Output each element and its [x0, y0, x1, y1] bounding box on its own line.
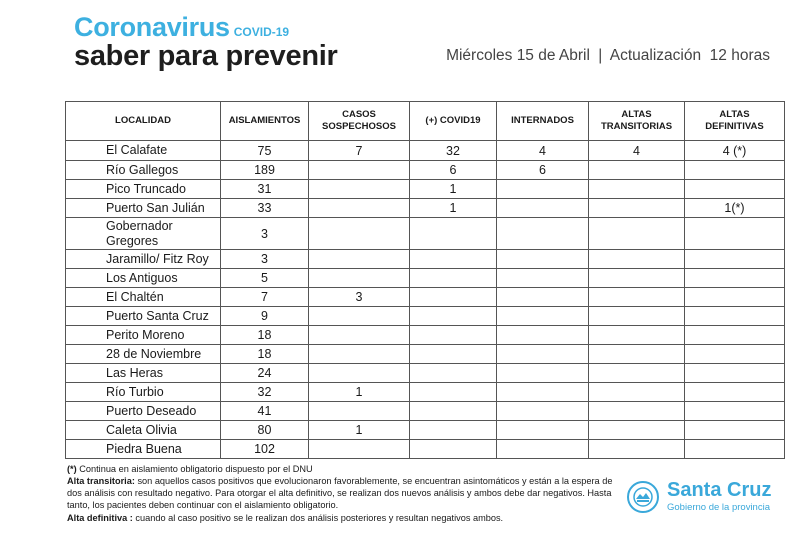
column-header: ALTAS DEFINITIVAS	[685, 102, 785, 141]
note-definitiva-text: cuando al caso positivo se le realizan dos análisis posteriores y resultan negativos ambos.	[132, 512, 504, 523]
value-cell	[589, 161, 685, 180]
note-asterisk	[67, 463, 627, 475]
locality-cell: Jaramillo/ Fitz Roy	[66, 250, 221, 269]
value-cell	[589, 250, 685, 269]
logo-text	[667, 480, 771, 513]
note-asterisk-label: (*)	[67, 464, 77, 474]
value-cell	[685, 326, 785, 345]
value-cell	[497, 218, 589, 250]
value-cell	[497, 440, 589, 459]
value-cell	[410, 345, 497, 364]
value-cell	[410, 250, 497, 269]
value-cell	[589, 345, 685, 364]
report-date: Miércoles 15 de Abril	[446, 47, 590, 64]
locality-cell: Río Turbio	[66, 383, 221, 402]
note-transitoria-text: son aquellos casos positivos que evolucionaron favorablemente, se encuentran asintomáticos y están a la espera de dos análisis con resultado negativo. Para otorgar el alta definitivo, se realizan dos nuevos análisis y ambos debe dar negativos. Hasta tanto, los pacientes deben continuar con el aislamiento obligatorio.	[67, 476, 613, 511]
value-cell: 3	[221, 218, 309, 250]
value-cell	[589, 440, 685, 459]
value-cell	[497, 199, 589, 218]
value-cell: 31	[221, 180, 309, 199]
table-row	[66, 326, 785, 345]
locality-cell: Gobernador Gregores	[66, 218, 221, 250]
locality-cell: Perito Moreno	[66, 326, 221, 345]
date-separator: |	[598, 47, 603, 64]
value-cell: 1(*)	[685, 199, 785, 218]
value-cell: 24	[221, 364, 309, 383]
value-cell	[410, 326, 497, 345]
value-cell	[497, 269, 589, 288]
note-asterisk-text: Continua en aislamiento obligatorio dispuesto por el DNU	[76, 464, 313, 474]
value-cell	[589, 421, 685, 440]
value-cell	[309, 161, 410, 180]
date-line	[446, 47, 770, 65]
value-cell: 189	[221, 161, 309, 180]
value-cell	[685, 364, 785, 383]
locality-cell: Pico Truncado	[66, 180, 221, 199]
value-cell: 3	[309, 288, 410, 307]
locality-cell: Caleta Olivia	[66, 421, 221, 440]
value-cell: 6	[497, 161, 589, 180]
brand-subtitle: COVID-19	[233, 25, 290, 39]
value-cell: 1	[309, 421, 410, 440]
value-cell	[497, 180, 589, 199]
value-cell: 18	[221, 326, 309, 345]
table-row	[66, 250, 785, 269]
table-row	[66, 402, 785, 421]
value-cell	[410, 307, 497, 326]
value-cell	[685, 402, 785, 421]
value-cell: 7	[309, 141, 410, 161]
value-cell: 4	[589, 141, 685, 161]
value-cell	[497, 250, 589, 269]
table-header	[66, 102, 785, 141]
value-cell	[410, 218, 497, 250]
column-header: AISLAMIENTOS	[221, 102, 309, 141]
value-cell	[685, 421, 785, 440]
value-cell	[685, 161, 785, 180]
value-cell	[497, 364, 589, 383]
value-cell	[309, 180, 410, 199]
table-body	[66, 141, 785, 459]
value-cell	[410, 364, 497, 383]
value-cell: 75	[221, 141, 309, 161]
value-cell	[309, 250, 410, 269]
table-row	[66, 307, 785, 326]
value-cell: 7	[221, 288, 309, 307]
value-cell: 1	[410, 180, 497, 199]
value-cell	[685, 218, 785, 250]
header-row	[66, 102, 785, 141]
value-cell	[309, 345, 410, 364]
value-cell: 102	[221, 440, 309, 459]
value-cell	[685, 345, 785, 364]
locality-cell: Río Gallegos	[66, 161, 221, 180]
column-header: CASOS SOSPECHOSOS	[309, 102, 410, 141]
value-cell: 18	[221, 345, 309, 364]
value-cell	[410, 440, 497, 459]
table-row	[66, 421, 785, 440]
value-cell	[685, 269, 785, 288]
value-cell	[497, 307, 589, 326]
locality-cell: Puerto Santa Cruz	[66, 307, 221, 326]
value-cell: 3	[221, 250, 309, 269]
value-cell: 4 (*)	[685, 141, 785, 161]
value-cell	[589, 383, 685, 402]
table-row	[66, 161, 785, 180]
brand-title: Coronavirus	[74, 12, 230, 42]
cases-table	[65, 101, 785, 459]
value-cell	[589, 402, 685, 421]
value-cell	[589, 288, 685, 307]
value-cell	[589, 326, 685, 345]
value-cell: 32	[221, 383, 309, 402]
logo-name: Santa Cruz	[667, 479, 772, 501]
locality-cell: El Calafate	[66, 141, 221, 161]
value-cell	[309, 199, 410, 218]
value-cell	[309, 269, 410, 288]
value-cell	[410, 269, 497, 288]
value-cell	[685, 180, 785, 199]
value-cell: 1	[410, 199, 497, 218]
footnotes	[67, 463, 627, 524]
logo-subtitle: Gobierno de la provincia	[667, 502, 770, 513]
locality-cell: Los Antiguos	[66, 269, 221, 288]
note-definitiva-label: Alta definitiva :	[67, 512, 133, 523]
value-cell	[309, 218, 410, 250]
column-header: (+) COVID19	[410, 102, 497, 141]
locality-cell: Piedra Buena	[66, 440, 221, 459]
value-cell	[309, 440, 410, 459]
table-row	[66, 141, 785, 161]
value-cell: 4	[497, 141, 589, 161]
table-row	[66, 288, 785, 307]
value-cell	[685, 383, 785, 402]
locality-cell: El Chaltén	[66, 288, 221, 307]
value-cell	[589, 364, 685, 383]
column-header: LOCALIDAD	[66, 102, 221, 141]
value-cell	[589, 180, 685, 199]
santa-cruz-logo	[627, 480, 771, 513]
value-cell: 9	[221, 307, 309, 326]
value-cell: 5	[221, 269, 309, 288]
value-cell	[589, 307, 685, 326]
locality-cell: Las Heras	[66, 364, 221, 383]
table-row	[66, 345, 785, 364]
table-row	[66, 440, 785, 459]
brand-line	[74, 14, 338, 41]
tagline: saber para prevenir	[74, 40, 338, 72]
table-row	[66, 364, 785, 383]
note-transitoria-label: Alta transitoria:	[67, 476, 135, 487]
value-cell	[497, 383, 589, 402]
locality-cell: Puerto San Julián	[66, 199, 221, 218]
value-cell: 41	[221, 402, 309, 421]
provincial-seal-icon	[627, 481, 659, 513]
value-cell	[497, 345, 589, 364]
note-transitoria	[67, 475, 627, 511]
value-cell: 33	[221, 199, 309, 218]
table-row	[66, 180, 785, 199]
value-cell	[497, 288, 589, 307]
value-cell: 32	[410, 141, 497, 161]
note-definitiva	[67, 512, 627, 524]
update-time: Actualización 12 horas	[609, 47, 770, 64]
value-cell	[309, 364, 410, 383]
value-cell	[589, 199, 685, 218]
value-cell: 1	[309, 383, 410, 402]
column-header: ALTAS TRANSITORIAS	[589, 102, 685, 141]
locality-cell: 28 de Noviembre	[66, 345, 221, 364]
value-cell	[410, 421, 497, 440]
value-cell	[685, 288, 785, 307]
value-cell	[685, 307, 785, 326]
value-cell: 80	[221, 421, 309, 440]
value-cell	[410, 383, 497, 402]
value-cell	[497, 402, 589, 421]
table-row	[66, 199, 785, 218]
value-cell	[589, 218, 685, 250]
table-row	[66, 218, 785, 250]
value-cell: 6	[410, 161, 497, 180]
value-cell	[309, 402, 410, 421]
header	[74, 14, 338, 71]
value-cell	[309, 326, 410, 345]
value-cell	[685, 440, 785, 459]
locality-cell: Puerto Deseado	[66, 402, 221, 421]
table-row	[66, 383, 785, 402]
value-cell	[497, 326, 589, 345]
value-cell	[410, 402, 497, 421]
value-cell	[589, 269, 685, 288]
value-cell	[410, 288, 497, 307]
value-cell	[685, 250, 785, 269]
value-cell	[497, 421, 589, 440]
table-row	[66, 269, 785, 288]
value-cell	[309, 307, 410, 326]
column-header: INTERNADOS	[497, 102, 589, 141]
